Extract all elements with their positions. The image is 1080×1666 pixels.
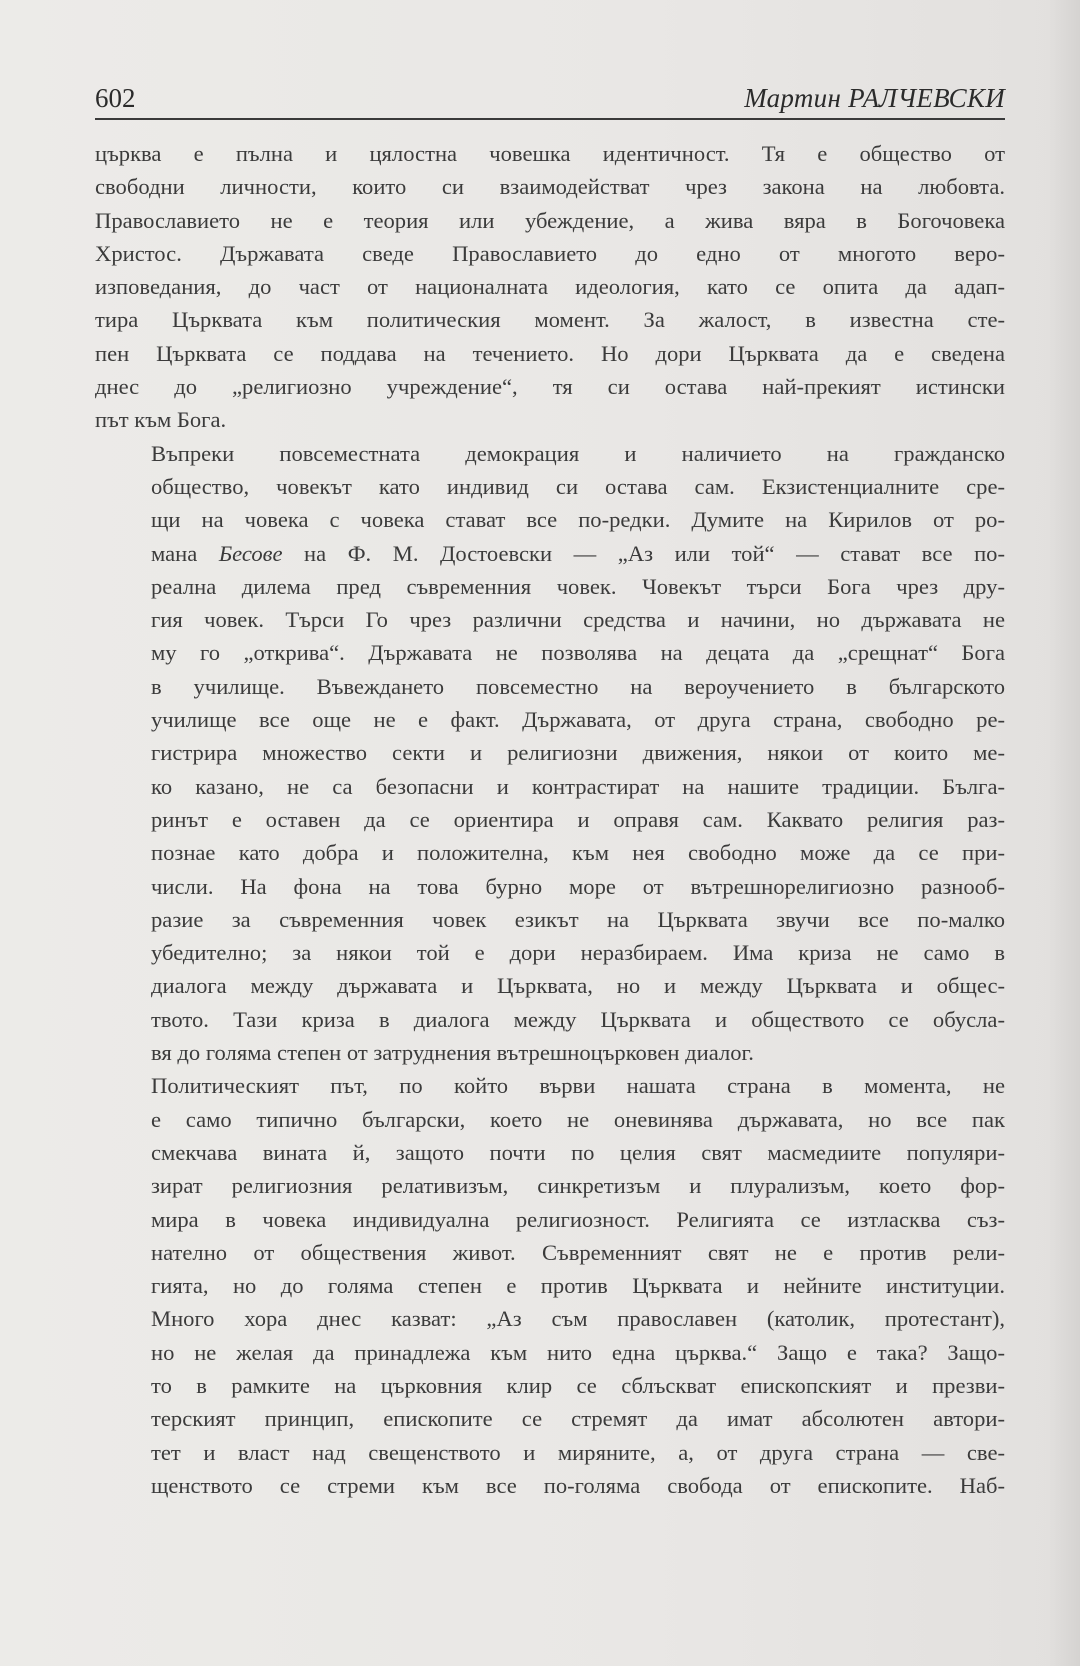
text-line: днес до „религиозно учреждение“, тя си остава най-прекият истински: [95, 374, 1005, 400]
text-line: Политическият път, по който върви нашата страна в момента, не: [151, 1073, 1005, 1099]
text-line: мира в човека индивидуална религиозност. Религията се изтласква съз-: [151, 1206, 1005, 1232]
text-line: числи. На фона на това бурно море от вътрешнорелигиозно разнооб-: [151, 873, 1005, 899]
text-line: тира Църквата към политическия момент. За жалост, в известна сте-: [95, 307, 1005, 333]
text-line: пен Църквата се поддава на течението. Но дори Църквата да е сведена: [95, 340, 1005, 366]
spine-shadow: [1046, 0, 1080, 1666]
text-line: в училище. Въвеждането повсеместно на вероучението в българското: [151, 673, 1005, 699]
text-line: диалога между държавата и Църквата, но и между Църквата и общес-: [151, 973, 1005, 999]
text-line: но не желая да принадлежа към нито една църква.“ Защо е така? Защо-: [151, 1339, 1005, 1365]
text-line: терският принцип, епископите се стремят да имат абсолютен автори-: [151, 1406, 1005, 1432]
text-line: вя до голяма степен от затруднения вътрешноцърковен диалог.: [151, 1040, 754, 1066]
text-line: щи на човека с човека стават все по-редки. Думите на Кирилов от ро-: [151, 507, 1005, 533]
text-line: ринът е оставен да се ориентира и оправя сам. Каквато религия раз-: [151, 806, 1005, 832]
text-line: ко казано, не са безопасни и контрастират на нашите традиции. Бълга-: [151, 773, 1005, 799]
text-line: нателно от обществения живот. Съвременният свят не е против рели-: [151, 1239, 1005, 1265]
text-line: свободни личности, които си взаимодействат чрез закона на любовта.: [95, 174, 1005, 200]
text-line: църква е пълна и цялостна човешка идентичност. Тя е общество от: [95, 141, 1005, 166]
text-line: Много хора днес казват: „Аз съм православен (католик, протестант),: [151, 1306, 1005, 1332]
text-line: Православието не е теория или убеждение, а жива вяра в Богочовека: [95, 207, 1005, 233]
text-line: реална дилема пред съвременния човек. Човекът търси Бога чрез дру-: [151, 573, 1005, 599]
paragraph: [95, 437, 1005, 1070]
text-line: общество, човекът като индивид си остава сам. Екзистенциалните сре-: [151, 473, 1005, 499]
text-line: гията, но до голяма степен е против Църквата и нейните институции.: [151, 1273, 1005, 1299]
text-line: твото. Тази криза в диалога между Църквата и обществото се обусла-: [151, 1006, 1005, 1032]
text-line: училище все още не е факт. Държавата, от друга страна, свободно ре-: [151, 707, 1005, 733]
text-line: е само типично български, което не оневинява държавата, но все пак: [151, 1106, 1005, 1132]
text-line: Въпреки повсеместната демокрация и наличието на гражданско: [151, 440, 1005, 466]
text-line: тет и власт над свещенството и миряните, а, от друга страна — све-: [151, 1439, 1005, 1465]
text-line: път към Бога.: [95, 407, 227, 433]
text-line: зират религиозния релативизъм, синкретизъм и плурализъм, което фор-: [151, 1173, 1005, 1199]
page-header: [95, 78, 1005, 118]
text-line: гистрира множество секти и религиозни движения, някои от които ме-: [151, 740, 1005, 766]
text-line: мана Бесове на Ф. М. Достоевски — „Аз или той“ — стават все по-: [151, 540, 1005, 566]
text-line: смекчава вината й, защото почти по целия свят масмедиите популяри-: [151, 1139, 1005, 1165]
text-line: Христос. Държавата сведе Православието до едно от многото веро-: [95, 240, 1005, 266]
paragraph: [95, 1069, 1005, 1502]
text-line: изповедания, до част от националната идеология, като се опита да адап-: [95, 274, 1005, 300]
text-line: щенството се стреми към все по-голяма свобода от епископите. Наб-: [151, 1472, 1005, 1498]
text-line: то в рамките на църковния клир се сблъскват епископският и презви-: [151, 1372, 1005, 1398]
header-rule: [95, 118, 1005, 120]
body-text: [95, 137, 1005, 1502]
text-line: разие за съвременния човек езикът на Църквата звучи все по-малко: [151, 906, 1005, 932]
paragraph: [95, 137, 1005, 437]
text-line: убедително; за някои той е дори неразбираем. Има криза не само в: [151, 940, 1005, 966]
italic-title: Бесове: [218, 540, 283, 566]
page-number: 602: [95, 83, 136, 113]
text-line: познае като добра и положителна, към нея свободно може да се при-: [151, 840, 1005, 866]
running-head: Мартин РАЛЧЕВСКИ: [744, 83, 1005, 113]
text-line: гия човек. Търси Го чрез различни средства и начини, но държавата не: [151, 607, 1005, 633]
text-line: му го „открива“. Държавата не позволява на децата да „срещнат“ Бога: [151, 640, 1005, 666]
